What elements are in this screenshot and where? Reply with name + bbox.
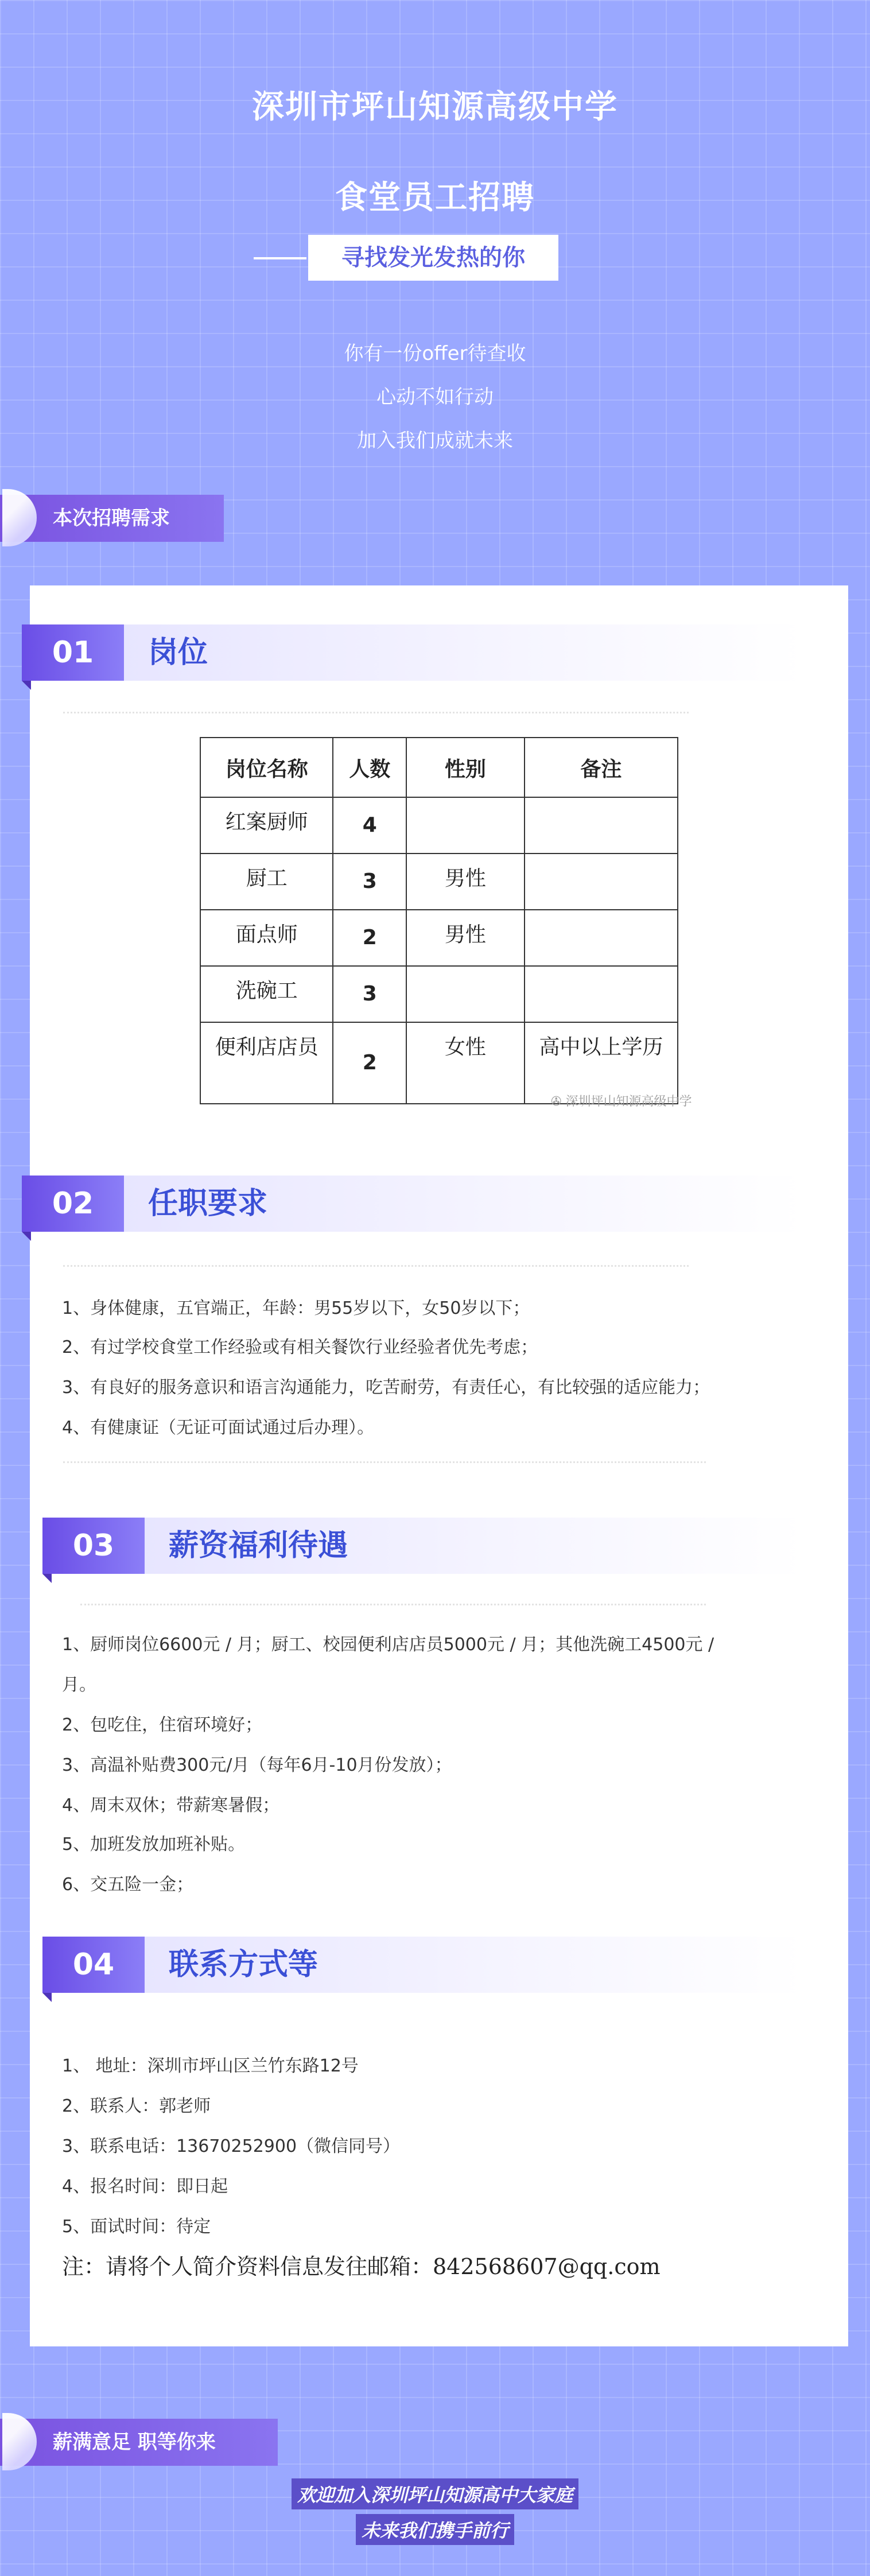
table-cell — [525, 797, 678, 854]
wechat-icon: ✇ — [551, 1095, 562, 1109]
table-cell — [525, 854, 678, 910]
table-cell: 洗碗工 — [200, 966, 333, 1022]
list-item: 5、面试时间：待定 — [62, 2217, 211, 2237]
list-item: 4、有健康证（无证可面试通过后办理）。 — [62, 1418, 375, 1438]
table-cell: 女性 — [406, 1022, 525, 1104]
email-note: 注：请将个人简介资料信息发往邮箱：842568607@qq.com — [62, 2254, 661, 2279]
section-title: 薪资福利待遇 — [169, 1528, 348, 1563]
section-title: 任职要求 — [148, 1186, 268, 1221]
table-row — [200, 797, 678, 854]
page-curl-icon — [2, 2413, 37, 2470]
section-number-fold — [42, 1993, 52, 2002]
table-cell: 便利店店员 — [200, 1022, 333, 1104]
section-number: 03 — [42, 1518, 145, 1574]
page-curl-icon — [2, 489, 37, 546]
list-item: 5、加班发放加班补贴。 — [62, 1834, 246, 1855]
list-item: 6、交五险一金； — [62, 1875, 194, 1895]
table-row — [200, 966, 678, 1022]
watermark-text: 深圳坪山知源高级中学 — [565, 1095, 692, 1109]
section-number-fold — [22, 681, 31, 690]
list-item: 2、包吃住，住宿环境好； — [62, 1715, 263, 1735]
ribbon-recruitment-needs — [0, 495, 224, 542]
watermark — [551, 1092, 692, 1109]
dotted-divider — [63, 1461, 706, 1463]
tagline-divider — [254, 257, 306, 259]
closing-line — [0, 2514, 870, 2545]
school-name: 深圳市坪山知源高级中学 — [252, 88, 618, 126]
table-cell: 厨工 — [200, 854, 333, 910]
section-number: 02 — [22, 1176, 124, 1232]
list-item: 1、厨师岗位6600元 / 月；厨工、校园便利店店员5000元 / 月；其他洗碗工4500元 / — [62, 1635, 714, 1655]
table-cell — [406, 797, 525, 854]
table-cell: 男性 — [406, 854, 525, 910]
table-cell — [525, 910, 678, 966]
page-title: 食堂员工招聘 — [335, 179, 535, 216]
table-header: 性别 — [406, 738, 525, 797]
section-header-benefits — [42, 1518, 803, 1574]
section-header-positions — [22, 624, 803, 681]
table-cell: 面点师 — [200, 910, 333, 966]
closing-text: 未来我们携手前行 — [356, 2514, 514, 2545]
list-item: 月。 — [62, 1675, 96, 1695]
table-row — [200, 910, 678, 966]
closing-text: 欢迎加入深圳坪山知源高中大家庭 — [292, 2478, 578, 2509]
list-item: 3、有良好的服务意识和语言沟通能力，吃苦耐劳，有责任心，有比较强的适应能力； — [62, 1378, 710, 1398]
closing-line — [0, 2478, 870, 2509]
section-title: 岗位 — [148, 635, 208, 670]
table-header: 备注 — [525, 738, 678, 797]
section-number-fold — [22, 1232, 31, 1241]
tagline: 寻找发光发热的你 — [308, 235, 558, 281]
ribbon-label: 薪满意足 职等你来 — [53, 2431, 216, 2454]
table-cell: 2 — [333, 1022, 406, 1104]
table-header-row — [200, 738, 678, 797]
table-header: 人数 — [333, 738, 406, 797]
list-item: 3、联系电话：13670252900（微信同号） — [62, 2136, 401, 2156]
dotted-divider — [80, 1604, 706, 1605]
table-cell — [406, 966, 525, 1022]
hero-line: 你有一份offer待查收 — [344, 342, 526, 365]
list-item: 2、联系人：郭老师 — [62, 2096, 211, 2116]
list-item: 4、报名时间：即日起 — [62, 2177, 228, 2197]
section-number: 01 — [22, 624, 124, 681]
dotted-divider — [63, 712, 689, 713]
table-cell — [525, 966, 678, 1022]
list-item: 1、身体健康，五官端正，年龄：男55岁以下，女50岁以下； — [62, 1298, 530, 1318]
list-item: 3、高温补贴费300元/月（每年6月-10月份发放）； — [62, 1755, 452, 1775]
dotted-divider — [63, 1265, 689, 1267]
table-cell: 3 — [333, 966, 406, 1022]
list-item: 2、有过学校食堂工作经验或有相关餐饮行业经验者优先考虑； — [62, 1337, 538, 1357]
section-header-requirements — [22, 1176, 803, 1232]
table-cell: 高中以上学历 — [525, 1022, 678, 1104]
table-row — [200, 854, 678, 910]
list-item: 4、周末双休；带薪寒暑假； — [62, 1795, 280, 1815]
list-item: 1、 地址：深圳市坪山区兰竹东路12号 — [62, 2056, 359, 2076]
positions-table — [200, 737, 678, 1104]
section-number-fold — [42, 1574, 52, 1583]
section-title: 联系方式等 — [169, 1947, 319, 1982]
section-number: 04 — [42, 1937, 145, 1993]
table-cell: 红案厨师 — [200, 797, 333, 854]
ribbon-label: 本次招聘需求 — [53, 507, 170, 530]
hero-line: 加入我们成就未来 — [357, 429, 513, 452]
table-header: 岗位名称 — [200, 738, 333, 797]
ribbon-join-us — [0, 2419, 278, 2466]
table-cell: 男性 — [406, 910, 525, 966]
table-cell: 4 — [333, 797, 406, 854]
hero-line: 心动不如行动 — [376, 386, 494, 409]
table-cell: 2 — [333, 910, 406, 966]
table-cell: 3 — [333, 854, 406, 910]
section-header-contact — [42, 1937, 803, 1993]
